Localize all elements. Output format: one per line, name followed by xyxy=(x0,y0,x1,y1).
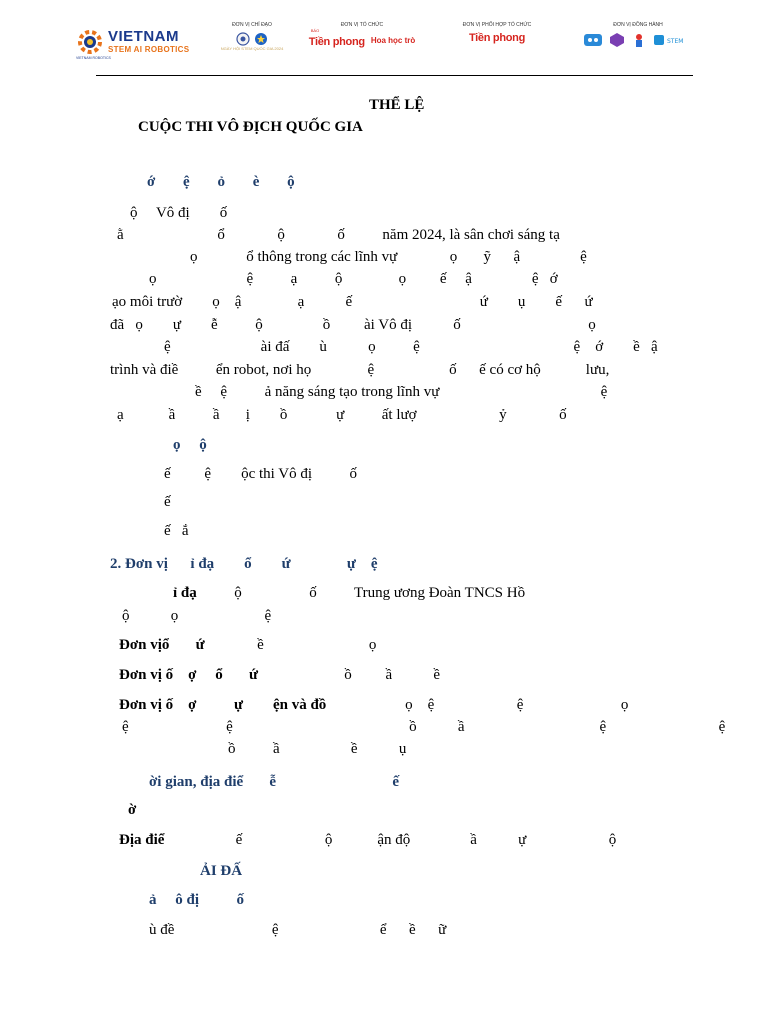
time-line: ờ xyxy=(128,802,137,818)
place-label: Địa điể xyxy=(119,832,165,848)
partner-rest: ọ ệ ệ ọ xyxy=(405,697,629,713)
stem-coding-logo-icon xyxy=(653,32,693,48)
time-place-heading xyxy=(149,773,399,791)
partner-logo-1-icon xyxy=(583,32,603,48)
intro-line-7: ệ ài đấ ù ọ ệ ệ ớ ề ậ xyxy=(164,339,658,355)
steering-label: ỉ đạ xyxy=(173,585,197,601)
intro-line-4: ọ ệ ạ ộ ọ ế ậ ệ ớ xyxy=(149,271,558,287)
section-2-line-1 xyxy=(173,584,525,602)
co-organizer-rest: ồ ầ ề xyxy=(344,667,441,683)
intro-line-9: ề ệ ả năng sáng tạo trong lĩnh vự ệ xyxy=(195,384,608,400)
logo-title: VIETNAM xyxy=(108,28,179,45)
time-heading-text: ời gian, địa điể xyxy=(149,774,244,790)
steering-mid: ộ ố xyxy=(234,585,317,601)
intro-line-10: ạ ầ ầ ị ồ ự ất lượ ỷ ố xyxy=(117,407,567,423)
section-3-heading: ẢI ĐẤ xyxy=(200,863,243,879)
co-organizer-line xyxy=(119,666,440,684)
partner-logo-2-icon xyxy=(609,32,625,48)
organizer-rest: ề ọ xyxy=(257,637,377,653)
section-2-heading: 2. Đơn vị ỉ đạ ổ ứ ự ệ xyxy=(110,556,378,572)
place-rest: ế ộ ận độ ầ ự ộ xyxy=(235,832,617,848)
intro-line-5: ạo môi trườ ọ ậ ạ ế ứ ụ ế ứ xyxy=(112,294,593,310)
stem-day-caption: NGÀY HỘI STEM QUỐC GIA 2024 xyxy=(220,46,284,51)
partner-suffix: ố ợ ự ện và đồ xyxy=(165,697,327,713)
partners-label: ĐƠN VỊ ĐỒNG HÀNH xyxy=(613,22,663,28)
intro-line-6: đã ọ ự ễ ộ ồ ài Vô đị ố ọ xyxy=(110,317,596,333)
doc-subtitle: CUỘC THI VÔ ĐỊCH QUỐC GIA xyxy=(138,119,363,135)
co-organizer-suffix: ố ợ ổ ứ xyxy=(165,667,258,683)
intro-line-3: ọ ổ thông trong các lĩnh vự ọ ỹ ậ ệ xyxy=(190,249,587,265)
header-divider xyxy=(96,75,693,76)
co-organizer-label: ĐƠN VỊ PHỐI HỢP TỔ CHỨC xyxy=(462,22,532,28)
time-heading-rest: ễ ế xyxy=(269,774,399,790)
organizer-group xyxy=(306,22,418,50)
subsection-1-line-2: ế xyxy=(164,494,171,510)
steering-unit-group xyxy=(218,22,286,51)
partners-group xyxy=(574,22,702,48)
steering-text: Trung ương Đoàn TNCS Hồ xyxy=(354,585,526,601)
organizer-suffix: ổ ứ xyxy=(161,637,205,653)
header-logos xyxy=(0,0,768,78)
section-heading-intro: ớ ệ ỏ è ộ xyxy=(147,174,295,190)
subsection-1-heading: ọ ộ xyxy=(173,437,207,453)
logo-subtitle: STEM AI ROBOTICS xyxy=(108,45,190,54)
tien-phong-logo: Tiền phong xyxy=(308,36,365,48)
steering-unit-label: ĐƠN VỊ CHỈ ĐẠO xyxy=(232,22,272,28)
tien-phong-logo-2: Tiền phong xyxy=(468,32,526,44)
section-3-line-1: ù đề ệ ể ề ữ xyxy=(149,922,447,938)
intro-line-2: ằ ổ ộ ố năm 2024, là sân chơi sáng tạ xyxy=(117,227,560,243)
bao-label: BÁO xyxy=(310,28,320,33)
subsection-1-line-1: ế ệ ộc thi Vô đị ố xyxy=(164,466,358,482)
section-3-subheading: ả ô đị ố xyxy=(149,892,245,908)
partner-line-1 xyxy=(119,696,628,714)
subsection-1-line-3: ế ắ xyxy=(164,523,189,539)
section-2-line-2: ộ ọ ệ xyxy=(122,608,272,624)
organizer-label-text: Đơn vị xyxy=(119,637,162,653)
organizer-label: ĐƠN VỊ TỔ CHỨC xyxy=(340,22,384,28)
place-line xyxy=(119,831,616,849)
partner-label-text: Đơn vị xyxy=(119,697,162,713)
ministry-seal-icon xyxy=(236,32,250,46)
hoa-hoc-tro-logo: Hoa học trò xyxy=(370,36,416,45)
co-organizer-label-text: Đơn vị xyxy=(119,667,162,683)
partner-logo-3-icon xyxy=(631,32,647,48)
intro-line-1: ộ Vô đị ố xyxy=(130,205,228,221)
youth-union-seal-icon xyxy=(254,32,268,46)
partner-line-3: ồ ầ ề ụ xyxy=(228,741,407,757)
gear-flower-icon xyxy=(76,28,104,56)
vietnam-stem-ai-robotics-logo xyxy=(76,26,198,60)
intro-line-8: trình và điề ển robot, nơi họ ệ ố ế có cơ hộ lưu, xyxy=(110,362,610,378)
doc-title: THỂ LỆ xyxy=(369,97,425,113)
logo-tag: VIETNAM ROBOTICS xyxy=(76,56,111,60)
co-organizer-group xyxy=(452,22,542,44)
partner-line-2: ệ ệ ồ ầ ệ ệ xyxy=(122,719,726,735)
svg-text:STEM: STEM xyxy=(667,38,684,45)
organizer-line xyxy=(119,636,376,654)
